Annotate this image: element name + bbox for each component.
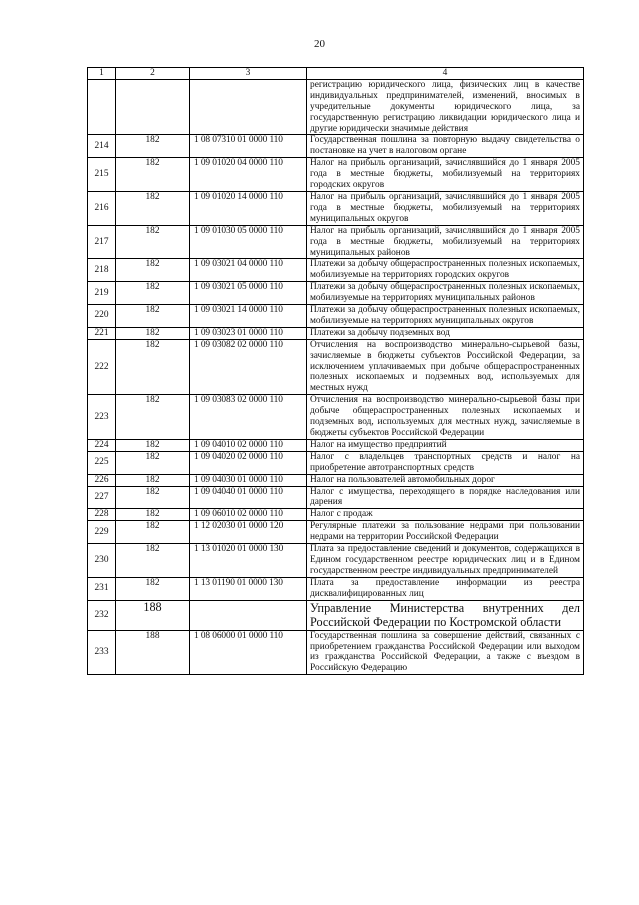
revenue-description-cell: Отчисления на воспроизводство минерально-сырьевой базы, зачисляемые в бюджеты субъектов Российской Федерации, за исключением уплачиваемых при добыче общераспространенных полезных ископаемых и подземных вод, используемых для местных нужд (307, 339, 584, 395)
column-header-4: 4 (307, 68, 584, 80)
table-row (88, 451, 584, 474)
row-number-cell: 231 (88, 577, 116, 600)
row-number-cell: 224 (88, 439, 116, 451)
admin-code-cell: 182 (116, 486, 190, 509)
row-number-cell: 226 (88, 474, 116, 486)
table-header-row (88, 68, 584, 80)
budget-codes-table (87, 67, 584, 675)
revenue-description-cell: Управление Министерства внутренних дел Российской Федерации по Костромской области (307, 600, 584, 630)
column-header-1: 1 (88, 68, 116, 80)
row-number-cell: 219 (88, 282, 116, 305)
table-row (88, 259, 584, 282)
table-row (88, 327, 584, 339)
admin-code-cell: 182 (116, 509, 190, 521)
admin-code-cell: 182 (116, 544, 190, 578)
admin-code-cell: 182 (116, 395, 190, 440)
revenue-description-cell: Налог с продаж (307, 509, 584, 521)
row-number-cell: 230 (88, 544, 116, 578)
row-number-cell: 227 (88, 486, 116, 509)
table-row (88, 439, 584, 451)
column-header-2: 2 (116, 68, 190, 80)
budget-classification-code-cell: 1 09 03082 02 0000 110 (190, 339, 307, 395)
table-row (88, 630, 584, 675)
budget-classification-code-cell (190, 79, 307, 135)
revenue-description-cell: Налог на прибыль организаций, зачислявшийся до 1 января 2005 года в местные бюджеты, мобилизуемый на территориях муниципальных районов (307, 225, 584, 259)
revenue-description-cell: Плата за предоставление информации из реестра дисквалифицированных лиц (307, 577, 584, 600)
budget-classification-code-cell: 1 08 07310 01 0000 110 (190, 135, 307, 158)
admin-code-cell: 182 (116, 305, 190, 328)
admin-code-cell: 188 (116, 600, 190, 630)
budget-classification-code-cell: 1 13 01020 01 0000 130 (190, 544, 307, 578)
row-number-cell: 223 (88, 395, 116, 440)
table-row (88, 395, 584, 440)
revenue-description-cell: Платежи за добычу общераспространенных полезных ископаемых, мобилизуемые на территориях городских округов (307, 259, 584, 282)
table-row (88, 544, 584, 578)
column-header-3: 3 (190, 68, 307, 80)
row-number-cell: 216 (88, 191, 116, 225)
table-row (88, 474, 584, 486)
row-number-cell: 232 (88, 600, 116, 630)
admin-code-cell: 182 (116, 521, 190, 544)
admin-code-cell: 188 (116, 630, 190, 675)
revenue-description-cell: Плата за предоставление сведений и документов, содержащихся в Едином государственном реестре юридических лиц и в Едином государственном реестре индивидуальных предпринимателей (307, 544, 584, 578)
row-number-cell: 222 (88, 339, 116, 395)
budget-classification-code-cell: 1 09 01020 04 0000 110 (190, 158, 307, 192)
admin-code-cell: 182 (116, 577, 190, 600)
revenue-description-cell: Налог на прибыль организаций, зачислявшийся до 1 января 2005 года в местные бюджеты, мобилизуемый на территориях муниципальных округов (307, 191, 584, 225)
admin-code-cell: 182 (116, 339, 190, 395)
revenue-description-cell: Платежи за добычу подземных вод (307, 327, 584, 339)
admin-code-cell: 182 (116, 474, 190, 486)
revenue-description-cell: Налог с владельцев транспортных средств и налог на приобретение автотранспортных средств (307, 451, 584, 474)
admin-code-cell: 182 (116, 135, 190, 158)
budget-classification-code-cell: 1 09 03023 01 0000 110 (190, 327, 307, 339)
budget-classification-code-cell (190, 600, 307, 630)
table-row (88, 191, 584, 225)
budget-classification-code-cell: 1 09 01020 14 0000 110 (190, 191, 307, 225)
table-row (88, 225, 584, 259)
revenue-description-cell: Отчисления на воспроизводство минерально-сырьевой базы при добыче общераспространенных полезных ископаемых и подземных вод, используемых для местных нужд, зачисляемые в бюджеты субъектов Российской Федерации (307, 395, 584, 440)
revenue-description-cell: Налог на имущество предприятий (307, 439, 584, 451)
row-number-cell: 221 (88, 327, 116, 339)
budget-classification-code-cell: 1 09 04010 02 0000 110 (190, 439, 307, 451)
admin-code-cell: 182 (116, 158, 190, 192)
table-row (88, 509, 584, 521)
budget-classification-code-cell: 1 09 04020 02 0000 110 (190, 451, 307, 474)
budget-classification-code-cell: 1 09 03021 14 0000 110 (190, 305, 307, 328)
revenue-description-cell: Государственная пошлина за совершение действий, связанных с приобретением гражданства Российской Федерации или выходом из гражданства Российской Федерации, а также с въездом в Российскую Федерацию (307, 630, 584, 675)
row-number-cell: 214 (88, 135, 116, 158)
revenue-description-cell: регистрацию юридического лица, физических лиц в качестве индивидуальных предпринимателей, изменений, вносимых в учредительные документы юридического лица, за государственную регистрацию ликвидации юридического лица и другие юридически значимые действия (307, 79, 584, 135)
table-row (88, 486, 584, 509)
table-row (88, 158, 584, 192)
budget-classification-code-cell: 1 09 04030 01 0000 110 (190, 474, 307, 486)
row-number-cell: 218 (88, 259, 116, 282)
revenue-description-cell: Налог на пользователей автомобильных дорог (307, 474, 584, 486)
revenue-description-cell: Платежи за добычу общераспространенных полезных ископаемых, мобилизуемые на территориях муниципальных районов (307, 282, 584, 305)
budget-classification-code-cell: 1 12 02030 01 0000 120 (190, 521, 307, 544)
admin-code-cell: 182 (116, 191, 190, 225)
budget-classification-code-cell: 1 09 03021 04 0000 110 (190, 259, 307, 282)
budget-classification-code-cell: 1 09 04040 01 0000 110 (190, 486, 307, 509)
admin-code-cell: 182 (116, 451, 190, 474)
row-number-cell: 229 (88, 521, 116, 544)
admin-code-cell: 182 (116, 225, 190, 259)
table-row (88, 577, 584, 600)
budget-classification-code-cell: 1 09 03021 05 0000 110 (190, 282, 307, 305)
row-number-cell: 220 (88, 305, 116, 328)
budget-classification-code-cell: 1 09 01030 05 0000 110 (190, 225, 307, 259)
admin-code-cell: 182 (116, 327, 190, 339)
revenue-description-cell: Налог с имущества, переходящего в порядке наследования или дарения (307, 486, 584, 509)
table-row (88, 521, 584, 544)
revenue-description-cell: Государственная пошлина за повторную выдачу свидетельства о постановке на учет в налоговом органе (307, 135, 584, 158)
budget-classification-code-cell: 1 13 01190 01 0000 130 (190, 577, 307, 600)
table-row (88, 305, 584, 328)
row-number-cell (88, 79, 116, 135)
admin-code-cell: 182 (116, 439, 190, 451)
table-row (88, 79, 584, 135)
table-row (88, 600, 584, 630)
row-number-cell: 233 (88, 630, 116, 675)
row-number-cell: 215 (88, 158, 116, 192)
row-number-cell: 217 (88, 225, 116, 259)
page-number: 20 (314, 38, 325, 50)
admin-code-cell: 182 (116, 259, 190, 282)
row-number-cell: 228 (88, 509, 116, 521)
budget-classification-code-cell: 1 09 06010 02 0000 110 (190, 509, 307, 521)
revenue-description-cell: Регулярные платежи за пользование недрами при пользовании недрами на территории Российской Федерации (307, 521, 584, 544)
admin-code-cell (116, 79, 190, 135)
budget-classification-code-cell: 1 09 03083 02 0000 110 (190, 395, 307, 440)
admin-code-cell: 182 (116, 282, 190, 305)
table-row (88, 282, 584, 305)
table-row (88, 135, 584, 158)
revenue-description-cell: Налог на прибыль организаций, зачислявшийся до 1 января 2005 года в местные бюджеты, мобилизуемый на территориях городских округов (307, 158, 584, 192)
revenue-description-cell: Платежи за добычу общераспространенных полезных ископаемых, мобилизуемые на территориях муниципальных округов (307, 305, 584, 328)
table-row (88, 339, 584, 395)
budget-classification-code-cell: 1 08 06000 01 0000 110 (190, 630, 307, 675)
row-number-cell: 225 (88, 451, 116, 474)
